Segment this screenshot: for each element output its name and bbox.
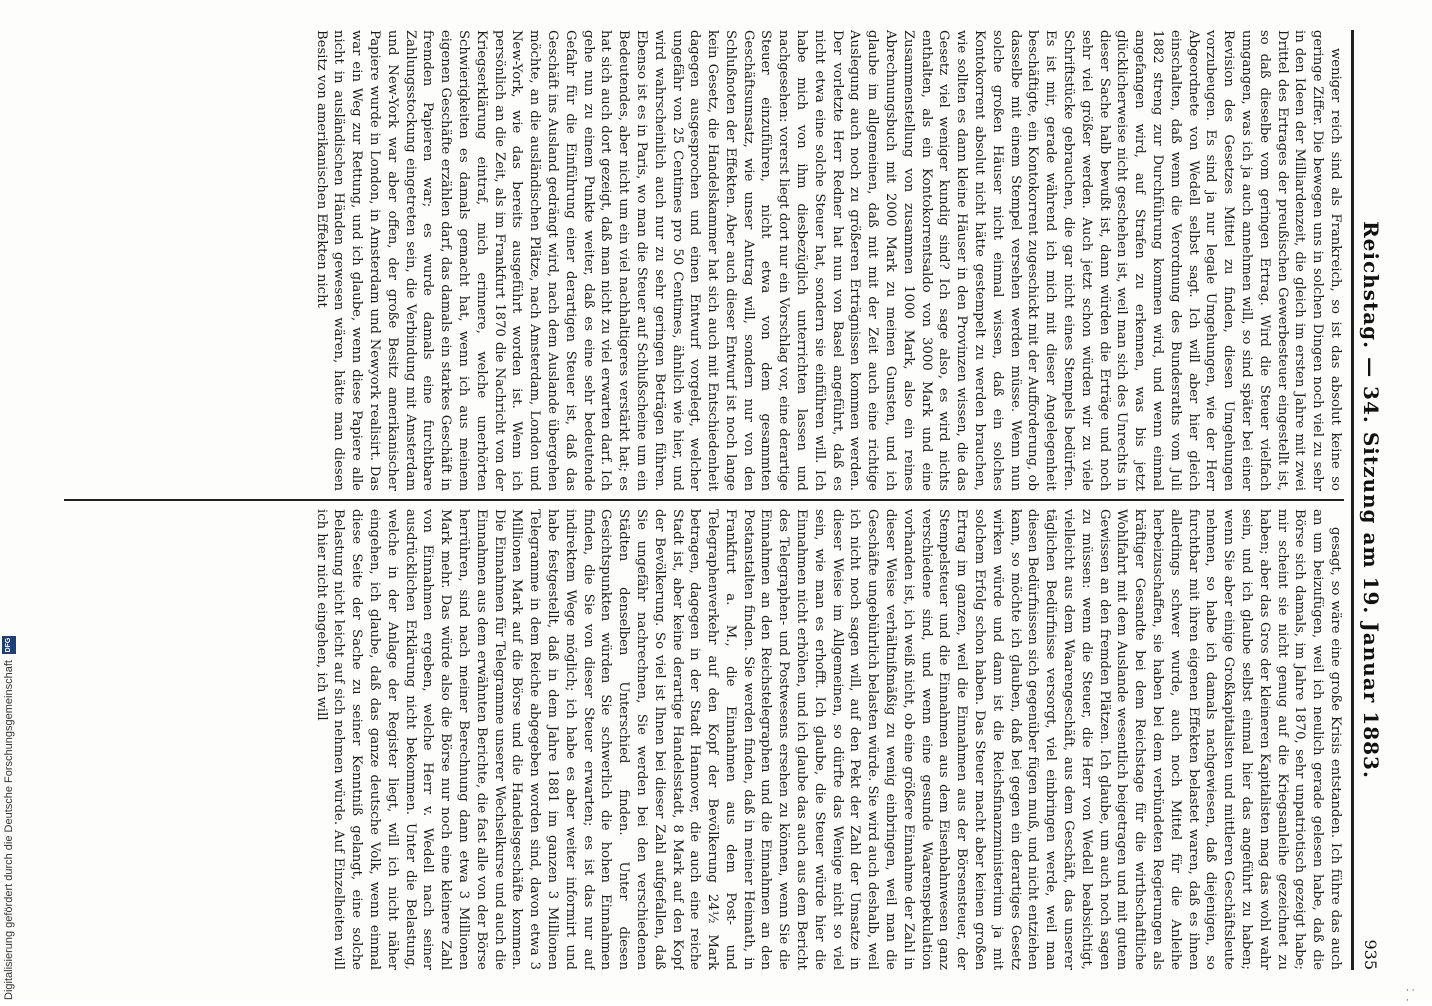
column-left [64, 30, 1344, 499]
column-right [64, 501, 1344, 970]
digitization-note-text: Digitalisierung gefördert durch die Deutsche Forschungsgemeinschaft [3, 660, 15, 1000]
text-columns [64, 30, 1344, 970]
digitization-note [2, 580, 16, 1000]
page-number: 935 [1361, 939, 1381, 970]
page-header [1351, 30, 1388, 970]
dfg-logo-icon: DFG [2, 636, 16, 654]
column-right-text: gesagt, so wäre eine große Krisis entstanden. Ich führe das auch an um beizufügen, weil ich neulich gerade gelesen habe, daß die Börse sich damals, im Jahre 1870, sehr unpatriotisch gezeigt habe; mir scheint sie nicht genug auf die Kriegsanleihe gezeichnet zu haben; aber das Gros der kleineren Kapitalisten mag das wohl wahr sein, und ich glaube selbst einmal hier das angeführt zu haben; wenn Sie aber einige Großkapitalisten und mittleren Geschäftsleute nehmen, so habe ich damals nachgewiesen, daß diejenigen, so furchtbar mit ihren eigenen Effekten belastet waren, daß es ihnen allerdings schwer wurde, auch noch Mittel für die Anleihe herbeizuschaffen, sie haben bei dem verbündeten Regierungen als kräftiger Gesandte bei dem Reichstage für die wirthschaftliche Wohlfahrt mit dem Auslande wesentlich beigetragen und mit gutem Gewissen an den fremden Plätzen. Ich glaube, um auch noch sagen zu müssen: wenn die Steuer, die Herr von Wedell beabsichtigt, vielleicht aus dem Waarengeschäft, aus dem Geschäft, das unserer täglichen Bedürfnisse versorgt, viel einbringen werde, weil man diesen Bedürfnissen sich gegenüber fügen muß, und nicht entziehen kann, so möchte ich glauben, daß bei gegen ein derartiges Gesetz wirken würde und dann ist die Reichsfinanzministerium ja mit solchem Erfolg schon haben. Das Steuer macht aber keinen großen Ertrag im ganzen, weil die Einnahmen aus der Börsensteuer, der Stempelsteuer und die Einnahmen aus dem Eisenbahnwesen ganz verschiedene sind, und wenn eine gesunde Waarenspekulation vorhanden ist, ich weiß nicht, ob eine größere Einnahme der Zahl in dieser Weise verhältnißmäßig zu wenig einbringen, weil man die Geschäfte ungebührlich belasten würde. Sie wird auch deshalb, weil ich nicht noch sagen will, auf den Pekt der Zahl der Umsatze in dieser Weise im Allgemeinen, so dürfte das Wenige nicht so viel sein, wie man es erhofft. Ich glaube, die Steuer würde hier die Einnahmen nicht erhöhen, und ich glaube das auch aus dem Bericht des Telegraphen- und Postwesens ersehen zu können, wenn Sie die Einnahmen an den Reichstelegraphen und die Einnahmen an den Postanstalten finden. Sie werden finden, daß in meiner Heimath, in Frankfurt a. M., die Einnahmen aus dem Post- und Telegraphenverkehr auf den Kopf der Bevölkerung 24½ Mark betragen, dagegen in der Stadt Hannover, die auch eine reiche Stadt ist, aber keine derartige Handelsstadt, 8 Mark auf den Kopf der Bevölkerung. So viel ist Ihnen bei dieser Zahl aufgefallen, daß Sie ungefähr nachrechnen, Sie werden bei den verschiedenen Städten denselben Unterschied finden. Unter diesen Gesichtspunkten würden Sie schwerlich die hohen Einnahmen finden, die Sie von dieser Steuer erwarten; es ist das nur auf indirektem Wege möglich; ich habe es aber weiter informirt und habe festgestellt, daß in dem Jahre 1881 im ganzen 3 Millionen Telegramme in dem Reiche abgegeben worden sind, davon etwa 3 Millionen Mark auf die Börse und die Handelsgeschäfte kommen. Die Einnahmen für Telegramme unserer Wechselkurse und auch die Einnahmen aus dem erwähnten Berichte, die fast alle von der Börse herrühren, sind nach meiner Berechnung dann etwa 3 Millionen Mark mehr. Das würde also die Börse nur noch eine kleinere Zahl von Einnahmen ergeben, welche Herr v. Wedell nach seiner ausdrücklichen Erklärung nicht bekommen. Unter die Belastung, welche in der Anlage der Register liegt, will ich nicht näher eingehen, ich glaube, daß das ganze deutsche Volk, wenn einmal diese Seite der Sache zu seiner Kenntniß gelangt, eine solche Belastung nicht leicht auf sich nehmen würde. Auf Einzelheiten will ich hier nicht eingehen, ich will [313, 509, 1343, 970]
printed-page [58, 30, 1388, 970]
column-left-text: weniger reich sind als Frankreich, so ist das absolut keine so geringe Ziffer. Die bewegen uns in solchen Dingen noch viel zu sehr in den Ideen der Milliardenzeit, die gleich im ersten Jahre mit zwei Drittel des Ertrages der preußischen Gewerbesteuer eingestellt ist, so daß dieselbe vom geringen Ertrag. Wird die Steuer vielfach umgangen, was ich ja auch annehmen will, so sind später bei einer Revision des Gesetzes Mittel zu finden, diesen Umgehungen vorzubeugen. Es sind ja nur legale Umgehungen, wie der Herr Abgeordnete von Wedell selbst sagt. Ich will aber hier gleich einschalten, daß wenn die Verordnung des Bundesraths vom Juli 1882 streng zur Durchführung kommen wird, und wenn einmal angefangen wird, auf Strafen zu erkennen, was bis jetzt glücklicherweise nicht geschehen ist, weil man sich des Unrechts in dieser Sache halb bewußt ist, dann würden die Erträge und noch sehr viel größer werden. Auch jetzt schon würden wir zu viele Schriftstücke gebrauchen, die gar nicht eines Stempels bedürfen. Es ist mir, gerade während ich mich mit dieser Angelegenheit beschäftigte, ein Kontokorrent zugeschickt mit der Aufforderung, ob dasselbe mit einem Stempel versehen werden müsse. Wenn nun solche großen Häuser nicht einmal wissen, daß ein solches Kontokorrent absolut nicht hätte gestempelt zu werden brauchen, wie sollten es dann kleine Häuser in den Provinzen wissen, die das Gesetz viel weniger kundig sind? Ich sage also, es wird nichts enthalten, als ein Kontokorrentsaldo von 3000 Mark und eine Zusammenstellung von zusammen 1000 Mark, also ein reines Abrechnungsbuch mit 2000 Mark zu meinen Gunsten, und ich glaube im allgemeinen, daß mit mit der Zeit auch eine richtige Auslegung auch noch zu größeren Erträgnissen kommen werden. Der vorletzte Herr Redner hat nun von Basel angeführt, daß es nicht etwa eine solche Steuer hat, sondern sie einführen will. Ich habe mich von ihm diesbezüglich unterrichten lassen und nachgesehen: vorerst liegt dort nur ein Vorschlag vor, eine derartige Steuer einzuführen, nicht etwa von dem gesammten Geschäftsumsatz, wie unser Antrag will, sondern nur von den Schlußnoten der Effekten. Aber auch dieser Entwurf ist noch lange kein Gesetz, die Handelskammer hat sich auch mit Entschiedenheit dagegen ausgesprochen und einen Entwurf vorgelegt, welcher ungefähr von 25 Centimes pro 50 Centimes, ähnlich wie hier, und wird wahrscheinlich auch nur zu sehr geringen Beträgen führen. Ebenso ist es in Paris, wo man die Steuer auf Schlußscheine um ein Bedeutendes, aber nicht um ein viel nachhaltigeres verstärkt hat; es hat sich auch dort gezeigt, daß man nicht zu viel erwarten darf. Ich gehe nun zu einem Punkte weiter, daß es eine sehr bedeutende Gefahr für die Einführung einer derartigen Steuer ist, daß das Geschäft ins Ausland gedrängt wird, nach dem Auslande übergehen möchte, an die ausländischen Plätze, nach Amsterdam, London und New-York, wie das bereits ausgeführt worden ist. Wenn ich persönlich an die Zeit, als im Frankfurt 1870 die Nachricht von der Kriegserklärung eintraf, mich erinnere, welche unerhörten Schwierigkeiten es damals gemacht hat, wenn ich aus meinem eigenen Geschäfte erzählen darf, das damals ein starkes Geschäft in fremden Papieren war; es wurde damals eine furchtbare Zahlungsstockung eingetreten sein, die Verbindung mit Amsterdam und New-York war aber offen, der große Besitz amerikanischer Papiere wurde in London, in Amsterdam und Newyork realisirt. Das war ein Weg zur Rettung, und ich glaube, wenn diese Papiere alle nicht in ausländischen Händen gewesen wären, hätte man diesen Besitz von amerikanischen Effekten nicht [313, 30, 1343, 491]
running-title: Reichstag. — 34. Sitzung am 19. Januar 1883. [1359, 221, 1383, 779]
edge-marks: · · · [1406, 986, 1415, 1006]
